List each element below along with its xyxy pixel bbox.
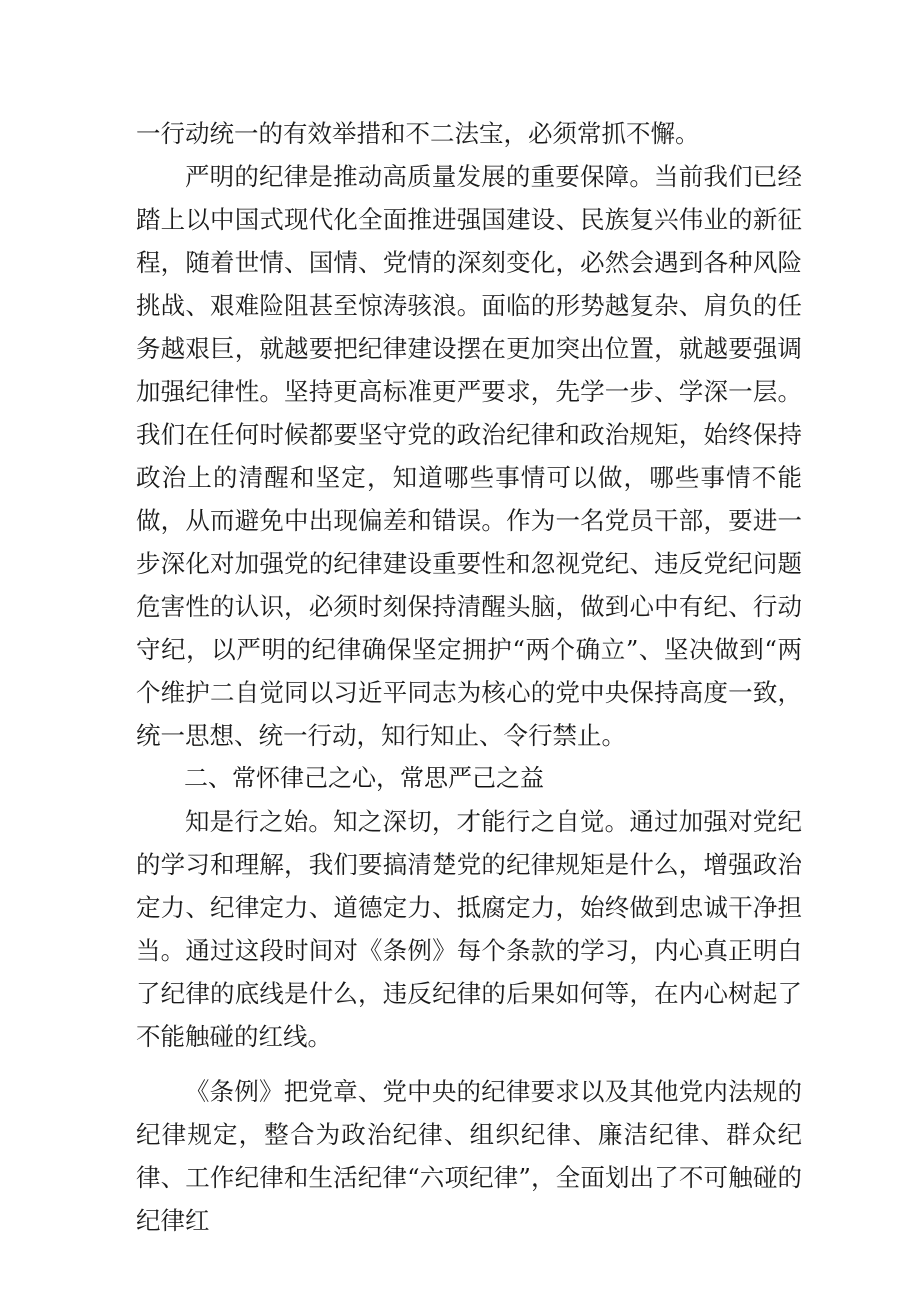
document-body [136, 112, 802, 1242]
paragraph-regulations-six-disciplines: 《条例》把党章、党中央的纪律要求以及其他党内法规的纪律规定，整合为政治纪律、组织纪律、廉洁纪律、群众纪律、工作纪律和生活纪律“六项纪律”，全面划出了不可触碰的纪律红 [136, 1077, 802, 1235]
paragraph-continuation: 一行动统一的有效举措和不二法宝，必须常抓不懈。 [136, 119, 700, 148]
paragraph-discipline-guarantee: 严明的纪律是推动高质量发展的重要保障。当前我们已经踏上以中国式现代化全面推进强国建设、民族复兴伟业的新征程，随着世情、国情、党情的深刻变化，必然会遇到各种风险挑战、艰难险阻甚至惊涛骇浪。面临的形势越复杂、肩负的任务越艰巨，就越要把纪律建设摆在更加突出位置，就越要强调加强纪律性。坚持更高标准更严要求，先学一步、学深一层。我们在任何时候都要坚守党的政治纪律和政治规矩，始终保持政治上的清醒和坚定，知道哪些事情可以做，哪些事情不能做，从而避免中出现偏差和错误。作为一名党员干部，要进一步深化对加强党的纪律建设重要性和忽视党纪、违反党纪问题危害性的认识，必须时刻保持清醒头脑，做到心中有纪、行动守纪，以严明的纪律确保坚定拥护“两个确立”、坚决做到“两个维护二自觉同以习近平同志为核心的党中央保持高度一致，统一思想、统一行动，知行知止、令行禁止。 [136, 162, 802, 750]
section-heading-two: 二、常怀律己之心，常思严己之益 [184, 764, 544, 792]
paragraph-knowledge-action: 知是行之始。知之深切，才能行之自觉。通过加强对党纪的学习和理解，我们要搞清楚党的纪律规矩是什么，增强政治定力、纪律定力、道德定力、抵腐定力，始终做到忠诚干净担当。通过这段时间对《条例》每个条款的学习，内心真正明白了纪律的底线是什么，违反纪律的后果如何等，在内心树起了不能触碰的红线。 [136, 807, 802, 1051]
